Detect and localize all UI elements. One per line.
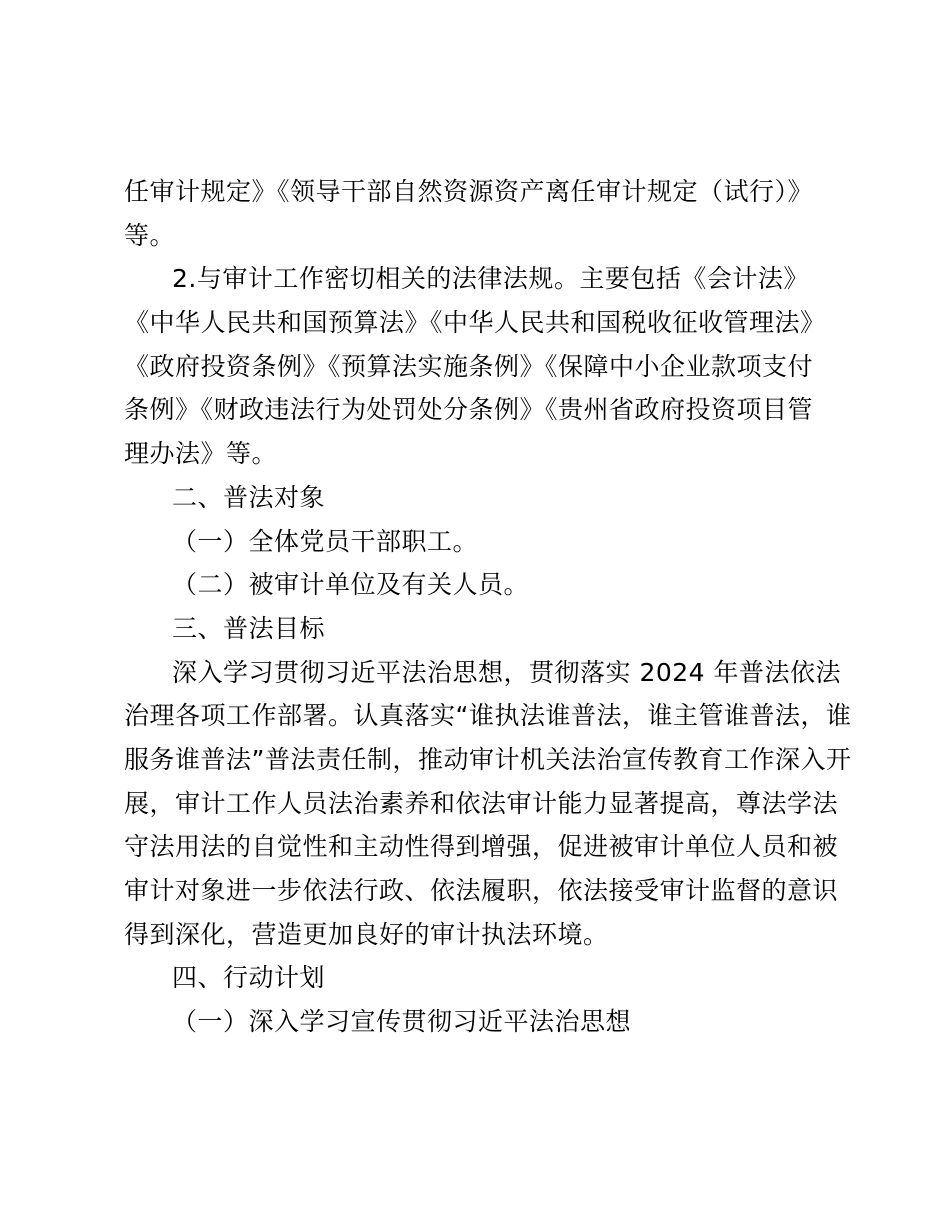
- text-line: 条例》《财政违法行为处罚处分条例》《贵州省政府投资项目管: [124, 395, 814, 425]
- subsection-item: （一）全体党员干部职工。: [172, 526, 479, 556]
- text-line: 治理各项工作部署。认真落实“谁执法谁普法，谁主管谁普法，谁: [124, 701, 852, 731]
- text-line: 得到深化，营造更加良好的审计执法环境。: [124, 919, 609, 949]
- text-line: 《政府投资条例》《预算法实施条例》《保障中小企业款项支付: [124, 351, 814, 381]
- text-line: 服务谁普法”普法责任制，推动审计机关法治宣传教育工作深入开: [124, 744, 852, 774]
- text-line: 审计对象进一步依法行政、依法履职，依法接受审计监督的意识: [124, 876, 839, 905]
- subsection-item: （二）被审计单位及有关人员。: [172, 570, 530, 600]
- section-heading: 二、普法对象: [172, 482, 326, 512]
- section-heading: 四、行动计划: [172, 963, 326, 993]
- paragraph-first-line: 深入学习贯彻习近平法治思想，贯彻落实 2024 年普法依法: [172, 657, 842, 687]
- paragraph-first-line: 2.与审计工作密切相关的法律法规。主要包括《会计法》: [172, 264, 809, 294]
- text-line: 等。: [124, 220, 176, 250]
- document-body: [124, 170, 852, 1044]
- text-line: 理办法》等。: [124, 439, 278, 469]
- text-line: 任审计规定》《领导干部自然资源资产离任审计规定（试行）》: [124, 177, 814, 206]
- text-line: 守法用法的自觉性和主动性得到增强，促进被审计单位人员和被: [124, 832, 839, 862]
- text-line: 《中华人民共和国预算法》《中华人民共和国税收征收管理法》: [124, 308, 826, 338]
- subsection-heading: （一）深入学习宣传贯彻习近平法治思想: [172, 1007, 632, 1037]
- text-line: 展，审计工作人员法治素养和依法审计能力显著提高，尊法学法: [124, 788, 839, 818]
- section-heading: 三、普法目标: [172, 613, 326, 643]
